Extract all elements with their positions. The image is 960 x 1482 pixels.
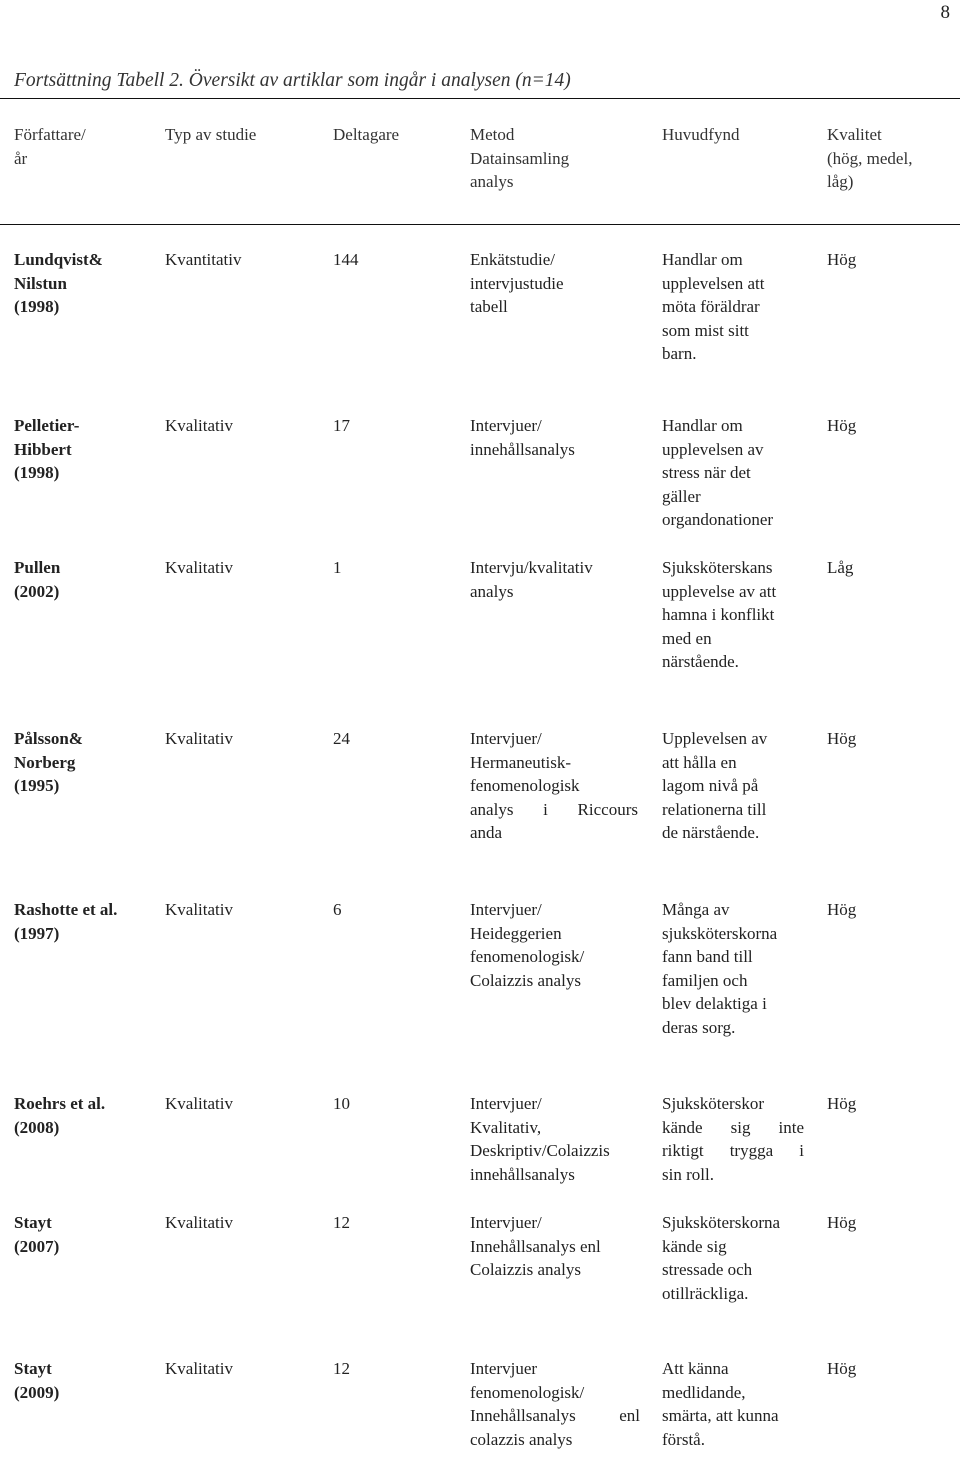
- cell-findings: sjuksköterskorna: [662, 923, 778, 943]
- cell-author: Stayt: [14, 1359, 52, 1378]
- cell-method: Kvalitativ,: [470, 1117, 542, 1137]
- caption-rule: [0, 98, 960, 99]
- cell-findings: med en: [662, 628, 712, 648]
- cell-author: Roehrs et al.: [14, 1094, 106, 1113]
- cell-author: (1997): [14, 923, 60, 943]
- cell-method: Heideggerien: [470, 923, 562, 943]
- cell-findings: deras sorg.: [662, 1017, 736, 1037]
- header-findings: Huvudfynd: [662, 125, 740, 144]
- cell-method: innehållsanalys: [470, 439, 575, 459]
- header-study-type: Typ av studie: [165, 125, 257, 144]
- cell-method: fenomenologisk: [470, 776, 580, 795]
- page-number: 8: [940, 2, 950, 23]
- cell-method: Innehållsanalys enl: [470, 1236, 601, 1256]
- cell-method: fenomenologisk/: [470, 1382, 585, 1402]
- cell-method: Intervjuer: [470, 1359, 538, 1378]
- cell-findings: barn.: [662, 344, 697, 363]
- cell-study-type: Kvantitativ: [165, 250, 242, 269]
- cell-author: Nilstun: [14, 273, 67, 293]
- cell-quality: Hög: [827, 250, 857, 269]
- cell-quality: Hög: [827, 1213, 857, 1232]
- cell-findings: upplevelsen att: [662, 273, 765, 293]
- cell-findings: Upplevelsen av: [662, 729, 768, 748]
- cell-findings: familjen och: [662, 970, 748, 990]
- cell-author: Rashotte et al.: [14, 900, 118, 919]
- cell-study-type: Kvalitativ: [165, 1213, 233, 1232]
- cell-study-type: Kvalitativ: [165, 729, 233, 748]
- cell-author: (2007): [14, 1236, 60, 1256]
- cell-method: Intervjuer/: [470, 900, 542, 919]
- header-rule: [0, 224, 960, 225]
- cell-findings: stressade och: [662, 1260, 753, 1279]
- cell-author: (2009): [14, 1382, 60, 1402]
- cell-findings: Handlar om: [662, 416, 743, 435]
- cell-author: Pålsson&: [14, 729, 83, 748]
- cell-findings: riktigt trygga i: [662, 1141, 804, 1160]
- cell-findings: Många av: [662, 900, 730, 919]
- cell-findings: förstå.: [662, 1429, 705, 1449]
- cell-findings: fann band till: [662, 947, 753, 966]
- cell-findings: Sjuksköterskans: [662, 558, 773, 577]
- cell-study-type: Kvalitativ: [165, 1359, 233, 1378]
- cell-method: innehållsanalys: [470, 1164, 575, 1184]
- cell-author: (1998): [14, 297, 60, 316]
- header-participants: Deltagare: [333, 125, 400, 144]
- cell-author: Stayt: [14, 1213, 52, 1232]
- cell-author: Pelletier-: [14, 416, 80, 435]
- header-quality: låg): [827, 172, 854, 191]
- header-author: Författare/: [14, 125, 86, 144]
- cell-findings: närstående.: [662, 652, 739, 671]
- cell-participants: 10: [333, 1094, 350, 1113]
- cell-method: Intervjuer/: [470, 416, 542, 435]
- cell-findings: lagom nivå på: [662, 776, 759, 795]
- cell-findings: Sjuksköterskorna: [662, 1213, 781, 1232]
- header-quality: Kvalitet: [827, 125, 882, 144]
- cell-method: anda: [470, 823, 503, 842]
- cell-participants: 6: [333, 900, 342, 919]
- cell-author: Hibbert: [14, 439, 72, 459]
- cell-author: (2008): [14, 1117, 60, 1137]
- cell-quality: Hög: [827, 1359, 857, 1378]
- cell-study-type: Kvalitativ: [165, 416, 233, 435]
- cell-quality: Hög: [827, 729, 857, 748]
- cell-method: Intervjuer/: [470, 729, 542, 748]
- cell-findings: möta föräldrar: [662, 297, 760, 316]
- cell-findings: kände sig inte: [662, 1117, 804, 1137]
- cell-findings: smärta, att kunna: [662, 1406, 779, 1425]
- cell-quality: Hög: [827, 416, 857, 435]
- cell-findings: Sjuksköterskor: [662, 1094, 764, 1113]
- cell-participants: 12: [333, 1213, 350, 1232]
- cell-author: (2002): [14, 581, 60, 601]
- cell-method: Innehållsanalys enl: [470, 1406, 640, 1425]
- cell-findings: gäller: [662, 486, 701, 506]
- cell-findings: upplevelse av att: [662, 581, 777, 601]
- cell-findings: blev delaktiga i: [662, 994, 767, 1013]
- cell-findings: sin roll.: [662, 1164, 714, 1184]
- header-method: Datainsamling: [470, 148, 570, 168]
- cell-participants: 144: [333, 250, 359, 269]
- cell-method: Deskriptiv/Colaizzis: [470, 1141, 610, 1160]
- cell-findings: som mist sitt: [662, 320, 749, 340]
- cell-quality: Hög: [827, 1094, 857, 1113]
- cell-findings: upplevelsen av: [662, 439, 764, 459]
- cell-method: analys: [470, 581, 514, 601]
- header-method: Metod: [470, 125, 515, 144]
- cell-method: Intervjuer/: [470, 1213, 542, 1232]
- cell-method: tabell: [470, 297, 508, 316]
- cell-participants: 1: [333, 558, 342, 577]
- cell-findings: Att känna: [662, 1359, 729, 1378]
- cell-findings: att hålla en: [662, 752, 737, 772]
- cell-participants: 12: [333, 1359, 350, 1378]
- cell-findings: otillräckliga.: [662, 1283, 749, 1303]
- cell-findings: organdonationer: [662, 510, 774, 529]
- cell-participants: 17: [333, 416, 350, 435]
- cell-study-type: Kvalitativ: [165, 558, 233, 577]
- cell-author: Norberg: [14, 752, 76, 772]
- cell-method: analys i Riccours: [470, 799, 638, 819]
- cell-findings: de närstående.: [662, 823, 760, 842]
- cell-author: (1995): [14, 776, 60, 795]
- cell-author: (1998): [14, 463, 60, 482]
- cell-method: Colaizzis analys: [470, 1260, 581, 1279]
- cell-findings: medlidande,: [662, 1382, 746, 1402]
- header-method: analys: [470, 172, 514, 191]
- cell-method: Colaizzis analys: [470, 970, 581, 990]
- cell-method: Enkätstudie/: [470, 250, 555, 269]
- cell-method: Intervjuer/: [470, 1094, 542, 1113]
- cell-method: fenomenologisk/: [470, 947, 585, 966]
- header-author: år: [14, 148, 28, 168]
- table-caption: Fortsättning Tabell 2. Översikt av artiklar som ingår i analysen (n=14): [14, 70, 571, 91]
- cell-findings: stress när det: [662, 463, 751, 482]
- cell-participants: 24: [333, 729, 350, 748]
- cell-findings: relationerna till: [662, 799, 767, 819]
- cell-method: colazzis analys: [470, 1429, 573, 1449]
- cell-method: Intervju/kvalitativ: [470, 558, 593, 577]
- cell-quality: Hög: [827, 900, 857, 919]
- cell-study-type: Kvalitativ: [165, 1094, 233, 1113]
- cell-findings: hamna i konflikt: [662, 605, 775, 624]
- cell-quality: Låg: [827, 558, 854, 577]
- cell-findings: kände sig: [662, 1236, 727, 1256]
- cell-findings: Handlar om: [662, 250, 743, 269]
- cell-author: Lundqvist&: [14, 250, 103, 269]
- cell-method: Hermaneutisk-: [470, 752, 572, 772]
- cell-study-type: Kvalitativ: [165, 900, 233, 919]
- cell-method: intervjustudie: [470, 273, 564, 293]
- cell-author: Pullen: [14, 558, 61, 577]
- header-quality: (hög, medel,: [827, 148, 913, 168]
